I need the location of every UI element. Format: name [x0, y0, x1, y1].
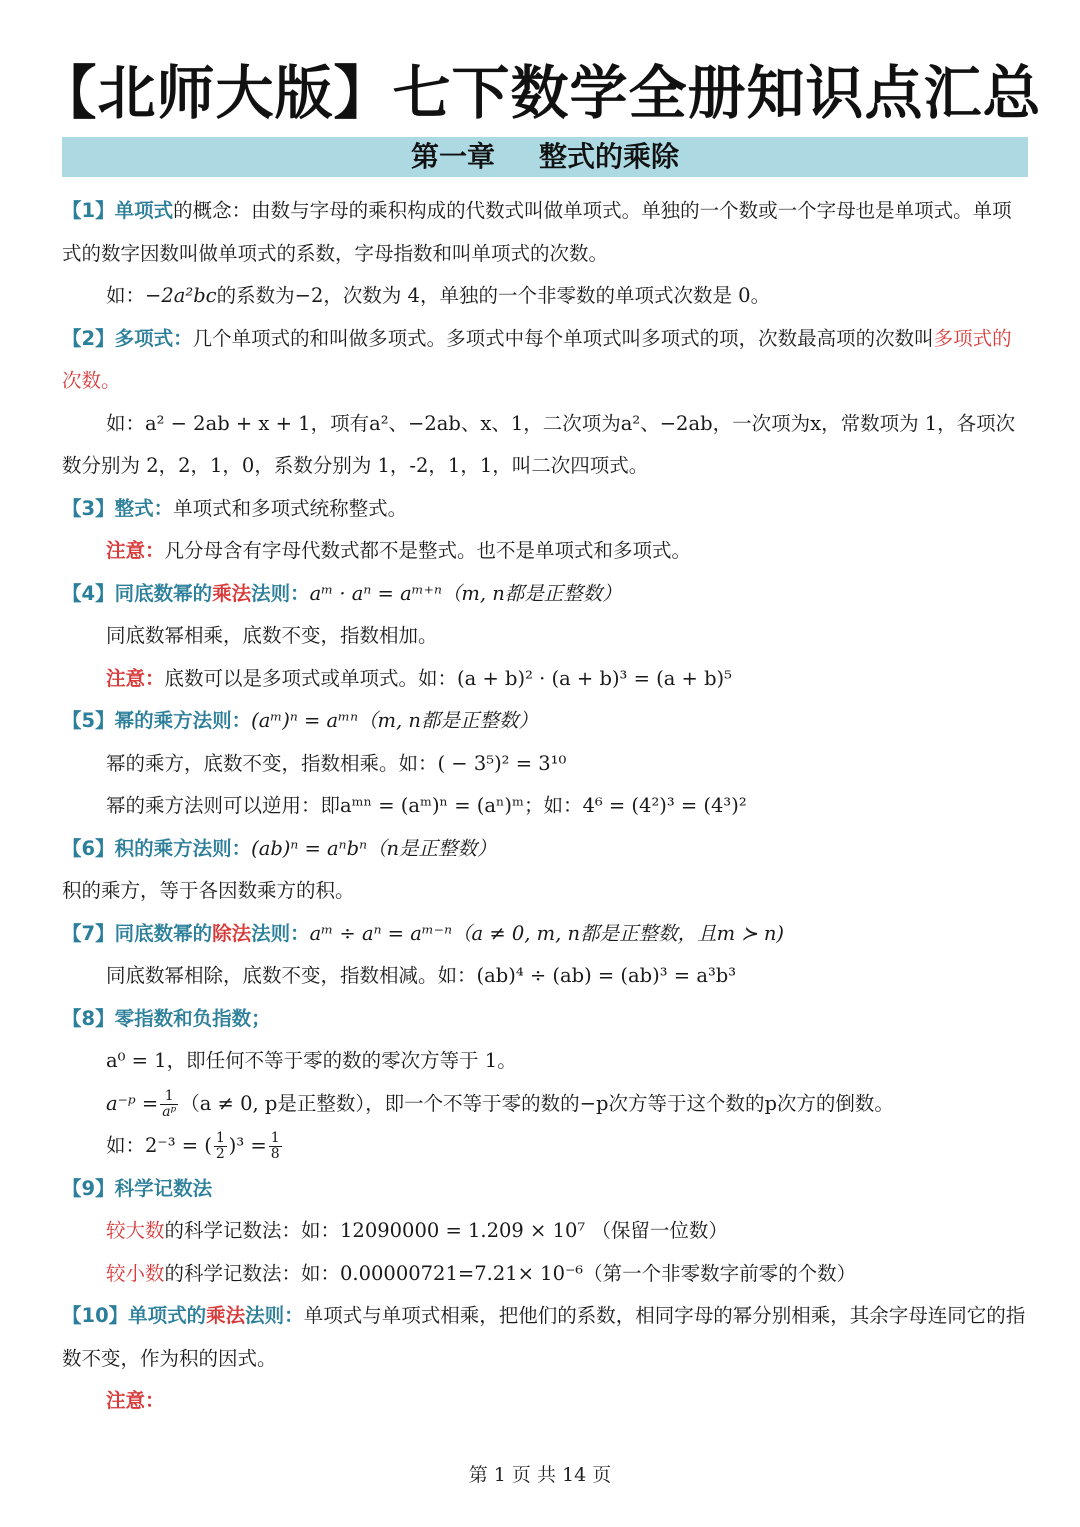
fraction-denominator: aᵖ — [162, 1103, 177, 1120]
example-part-a: 如：2⁻³ = ( — [106, 1134, 212, 1157]
section-7-formula: aᵐ ÷ aⁿ = aᵐ⁻ⁿ（a ≠ 0, m, n都是正整数，且m ≻ n) — [309, 921, 784, 945]
fraction — [214, 1131, 227, 1162]
section-7-key-suffix: 法则： — [251, 921, 310, 945]
chapter-name: 整式的乘除 — [539, 140, 680, 173]
section-1 — [62, 190, 1028, 275]
section-1-tag: 【1】 — [62, 199, 115, 222]
section-4-line: 同底数幂相乘，底数不变，指数相加。 — [106, 624, 438, 647]
section-3-tag: 【3】 — [62, 496, 115, 520]
section-5 — [62, 700, 1028, 743]
section-8-line-1: a⁰ = 1，即任何不等于零的数的零次方等于 1。 — [106, 1049, 517, 1072]
section-1-key: 单项式 — [114, 199, 174, 222]
section-2-text: 几个单项式的和叫做多项式。多项式中每个单项式叫多项式的项，次数最高项的次数叫 — [192, 326, 934, 350]
note-label: 注意： — [106, 539, 165, 562]
section-2-example — [62, 403, 1028, 488]
section-10-tag: 【10】 — [62, 1304, 129, 1327]
section-8-line-3 — [62, 1125, 1028, 1168]
small-number-label: 较小数 — [106, 1261, 165, 1285]
section-4-tag: 【4】 — [62, 581, 115, 605]
section-4-red-term: 乘法 — [212, 581, 252, 605]
section-8 — [62, 998, 1028, 1041]
section-2-key: 多项式： — [114, 326, 193, 350]
neg-exp-lhs: a⁻ᵖ = — [106, 1091, 159, 1115]
section-10-note — [62, 1380, 1028, 1423]
section-9-key: 科学记数法 — [114, 1176, 213, 1200]
example-line-2: 项次数分别为 2，2，1，0，系数分别为 1，-2，1，1，叫二次四项式。 — [62, 411, 1016, 477]
section-5-tag: 【5】 — [62, 709, 115, 732]
section-10-text: 单项式与单项式相乘，把他们的系数，相同字母的幂分别相乘，其余字母连同它的指数不变，作为积的因式。 — [62, 1304, 1026, 1370]
example-part-b: )³ = — [228, 1134, 267, 1157]
section-7 — [62, 913, 1028, 956]
section-1-example — [62, 275, 1028, 318]
section-2 — [62, 318, 1028, 403]
example-math: −2a²bc — [145, 284, 217, 307]
section-5-key: 幂的乘方法则： — [114, 709, 252, 732]
section-7-red-term: 除法 — [212, 921, 252, 945]
example-line-1: 如：a² − 2ab + x + 1，项有a²、−2ab、x、1，二次项为a²、−2ab，一次项为x，常数项为 1，各 — [106, 411, 977, 435]
section-3-text: 单项式和多项式统称整式。 — [173, 496, 408, 520]
small-number-text: 的科学记数法：如：0.00000721=7.21× 10⁻⁶（第一个非零数字前零的个数） — [164, 1261, 857, 1285]
section-3-note — [62, 530, 1028, 573]
section-5-line-3: 幂的乘方法则可以逆用：即aᵐⁿ = (aᵐ)ⁿ = (aⁿ)ᵐ；如：4⁶ = (4²)³ = (4³)² — [106, 794, 747, 817]
section-7-key: 同底数幂的 — [114, 921, 213, 945]
fraction-denominator: 8 — [270, 1146, 280, 1162]
fraction-numerator: 1 — [215, 1130, 225, 1146]
section-3-key: 整式： — [114, 496, 174, 520]
note-label: 注意： — [106, 1389, 165, 1412]
section-4 — [62, 573, 1028, 616]
fraction-numerator: 1 — [270, 1130, 280, 1146]
section-10-red-term: 乘法 — [206, 1304, 246, 1327]
section-9 — [62, 1168, 1028, 1211]
big-number-label: 较大数 — [106, 1219, 165, 1242]
section-4-note — [62, 658, 1028, 701]
section-4-key-suffix: 法则： — [251, 581, 310, 605]
section-5-line-2: 幂的乘方，底数不变，指数相乘。如：( − 3⁵)² = 3¹⁰ — [106, 751, 567, 775]
section-8-line-2 — [62, 1083, 1028, 1126]
section-4-formula: aᵐ · aⁿ = aᵐ⁺ⁿ（m, n都是正整数） — [309, 581, 622, 605]
section-9-tag: 【9】 — [62, 1176, 115, 1200]
example-text: 的系数为−2，次数为 4，单独的一个非零数的单项式次数是 0。 — [216, 284, 771, 307]
page-title: 【北师大版】七下数学全册知识点汇总 — [38, 59, 1042, 127]
page-footer: 第 1 页 共 14 页 — [468, 1464, 612, 1486]
section-2-tag: 【2】 — [62, 326, 115, 350]
neg-exp-text: （a ≠ 0, p是正整数），即一个不等于零的数的−p次方等于这个数的p次方的倒数。 — [180, 1091, 894, 1115]
fraction — [160, 1089, 178, 1120]
example-prefix: 如： — [106, 284, 146, 307]
section-10-key: 单项式的 — [128, 1304, 207, 1327]
section-2-red-term: 多项式的次数。 — [62, 326, 1012, 392]
section-6-key: 积的乘方法则： — [114, 836, 252, 860]
content — [62, 190, 1028, 1423]
section-6-tag: 【6】 — [62, 836, 115, 860]
fraction — [269, 1131, 282, 1162]
section-7-line: 同底数幂相除，底数不变，指数相减。如：(ab)⁴ ÷ (ab) = (ab)³ = a³b³ — [106, 964, 737, 987]
chapter-banner — [62, 137, 1028, 177]
section-7-tag: 【7】 — [62, 921, 115, 945]
note-text: 凡分母含有字母代数式都不是整式。也不是单项式和多项式。 — [164, 539, 692, 562]
section-8-key: 零指数和负指数； — [114, 1006, 271, 1030]
section-5-formula: (aᵐ)ⁿ = aᵐⁿ（m, n都是正整数） — [251, 709, 538, 732]
section-6 — [62, 828, 1028, 871]
section-10 — [62, 1295, 1028, 1380]
fraction-denominator: 2 — [215, 1146, 225, 1162]
chapter-number: 第一章 — [410, 140, 495, 173]
section-9-big — [62, 1210, 1028, 1253]
section-6-formula: (ab)ⁿ = aⁿbⁿ（n是正整数） — [251, 836, 497, 860]
section-8-tag: 【8】 — [62, 1006, 115, 1030]
section-6-line: 积的乘方，等于各因数乘方的积。 — [62, 879, 355, 902]
fraction-numerator: 1 — [160, 1089, 178, 1105]
note-label: 注意： — [106, 666, 165, 690]
section-10-key-suffix: 法则： — [245, 1304, 304, 1327]
section-4-key: 同底数幂的 — [114, 581, 213, 605]
section-3 — [62, 488, 1028, 531]
section-1-text: 的概念：由数与字母的乘积构成的代数式叫做单项式。单独的一个数或一个字母也是单项式。单项式的数字因数叫做单项式的系数，字母指数和叫单项式的次数。 — [62, 199, 1012, 265]
note-text: 底数可以是多项式或单项式。如：(a + b)² · (a + b)³ = (a + b)⁵ — [164, 666, 732, 690]
big-number-text: 的科学记数法：如：12090000 = 1.209 × 10⁷ （保留一位数） — [164, 1219, 728, 1242]
section-9-small — [62, 1253, 1028, 1296]
